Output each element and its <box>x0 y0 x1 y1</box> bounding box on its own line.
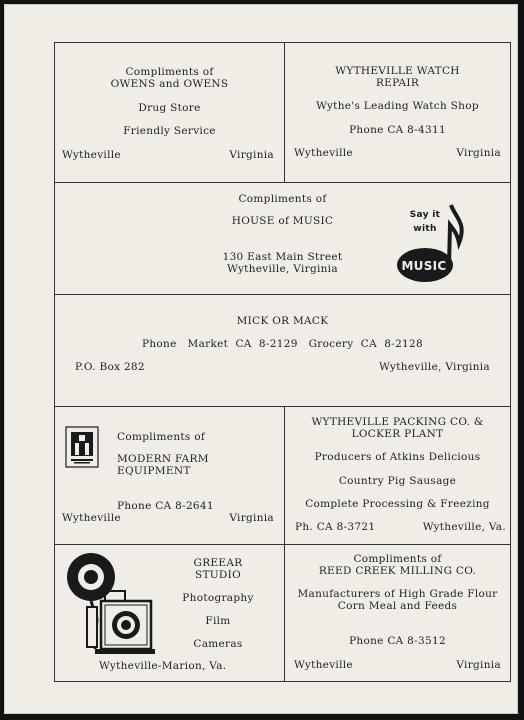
greear-location: Wytheville-Marion, Va. <box>99 660 227 672</box>
reed-compliments: Compliments of <box>353 553 442 565</box>
ad-owens-and-owens <box>54 42 285 183</box>
ad-wytheville-watch-repair <box>284 42 511 183</box>
owens-friendly-service: Friendly Service <box>123 125 216 137</box>
watch-state: Virginia <box>456 147 501 159</box>
ad-reed-creek-milling <box>284 544 511 682</box>
mick-name: MICK OR MACK <box>236 315 329 327</box>
greear-cameras: Cameras <box>193 638 243 650</box>
music-name: HOUSE of MUSIC <box>231 215 334 227</box>
camera-icon <box>65 549 157 657</box>
greear-name-line1: GREEAR <box>193 557 243 569</box>
farm-compliments: Compliments of <box>117 431 206 443</box>
music-address-city: Wytheville, Virginia <box>227 263 338 275</box>
mick-phones: Phone Market CA 8-2129 Grocery CA 8-2128 <box>142 338 423 350</box>
farm-name-line2: EQUIPMENT <box>117 465 191 477</box>
packing-sausage: Country Pig Sausage <box>338 475 457 487</box>
reed-desc-line2: Corn Meal and Feeds <box>337 600 458 612</box>
packing-name-line2: LOCKER PLANT <box>351 428 444 440</box>
mick-pobox: P.O. Box 282 <box>75 361 145 373</box>
owens-city: Wytheville <box>62 149 121 161</box>
ad-mick-or-mack <box>54 294 511 407</box>
farm-phone: Phone CA 8-2641 <box>117 500 214 512</box>
ad-modern-farm-equipment <box>54 406 285 545</box>
ad-house-of-music <box>54 182 511 295</box>
reed-desc-line1: Manufacturers of High Grade Flour <box>297 588 498 600</box>
greear-name-line2: STUDIO <box>194 569 242 581</box>
reed-state: Virginia <box>456 659 501 671</box>
reed-name: REED CREEK MILLING CO. <box>318 565 477 577</box>
ad-wytheville-packing <box>284 406 511 545</box>
music-compliments: Compliments of <box>238 193 327 205</box>
ih-logo-icon <box>65 426 99 468</box>
owens-compliments: Compliments of <box>125 66 214 78</box>
packing-phone: Ph. CA 8-3721 <box>295 521 376 533</box>
owens-drug-store: Drug Store <box>138 102 201 114</box>
music-address-street: 130 East Main Street <box>222 251 343 263</box>
watch-phone: Phone CA 8-4311 <box>349 124 446 136</box>
mick-location: Wytheville, Virginia <box>379 361 490 373</box>
owens-name: OWENS and OWENS <box>110 78 229 90</box>
music-logo-line2: with <box>413 224 437 234</box>
music-note-icon <box>395 203 467 283</box>
ad-page <box>4 4 518 714</box>
farm-name-line1: MODERN FARM <box>117 453 209 465</box>
packing-processing: Complete Processing & Freezing <box>305 498 490 510</box>
watch-tagline: Wythe's Leading Watch Shop <box>316 100 479 112</box>
reed-phone: Phone CA 8-3512 <box>349 635 446 647</box>
farm-state: Virginia <box>229 512 274 524</box>
farm-city: Wytheville <box>62 512 121 524</box>
watch-name-line1: WYTHEVILLE WATCH <box>335 65 460 77</box>
watch-city: Wytheville <box>294 147 353 159</box>
owens-state: Virginia <box>229 149 274 161</box>
packing-name-line1: WYTHEVILLE PACKING CO. & <box>311 416 484 428</box>
reed-city: Wytheville <box>294 659 353 671</box>
watch-name-line2: REPAIR <box>375 77 420 89</box>
greear-photography: Photography <box>182 592 254 604</box>
music-logo-line1: Say it <box>409 210 441 220</box>
packing-location: Wytheville, Va. <box>422 521 506 533</box>
packing-producers: Producers of Atkins Delicious <box>314 451 481 463</box>
greear-film: Film <box>205 615 231 627</box>
music-logo-line3: MUSIC <box>401 259 447 273</box>
ad-greear-studio <box>54 544 285 682</box>
